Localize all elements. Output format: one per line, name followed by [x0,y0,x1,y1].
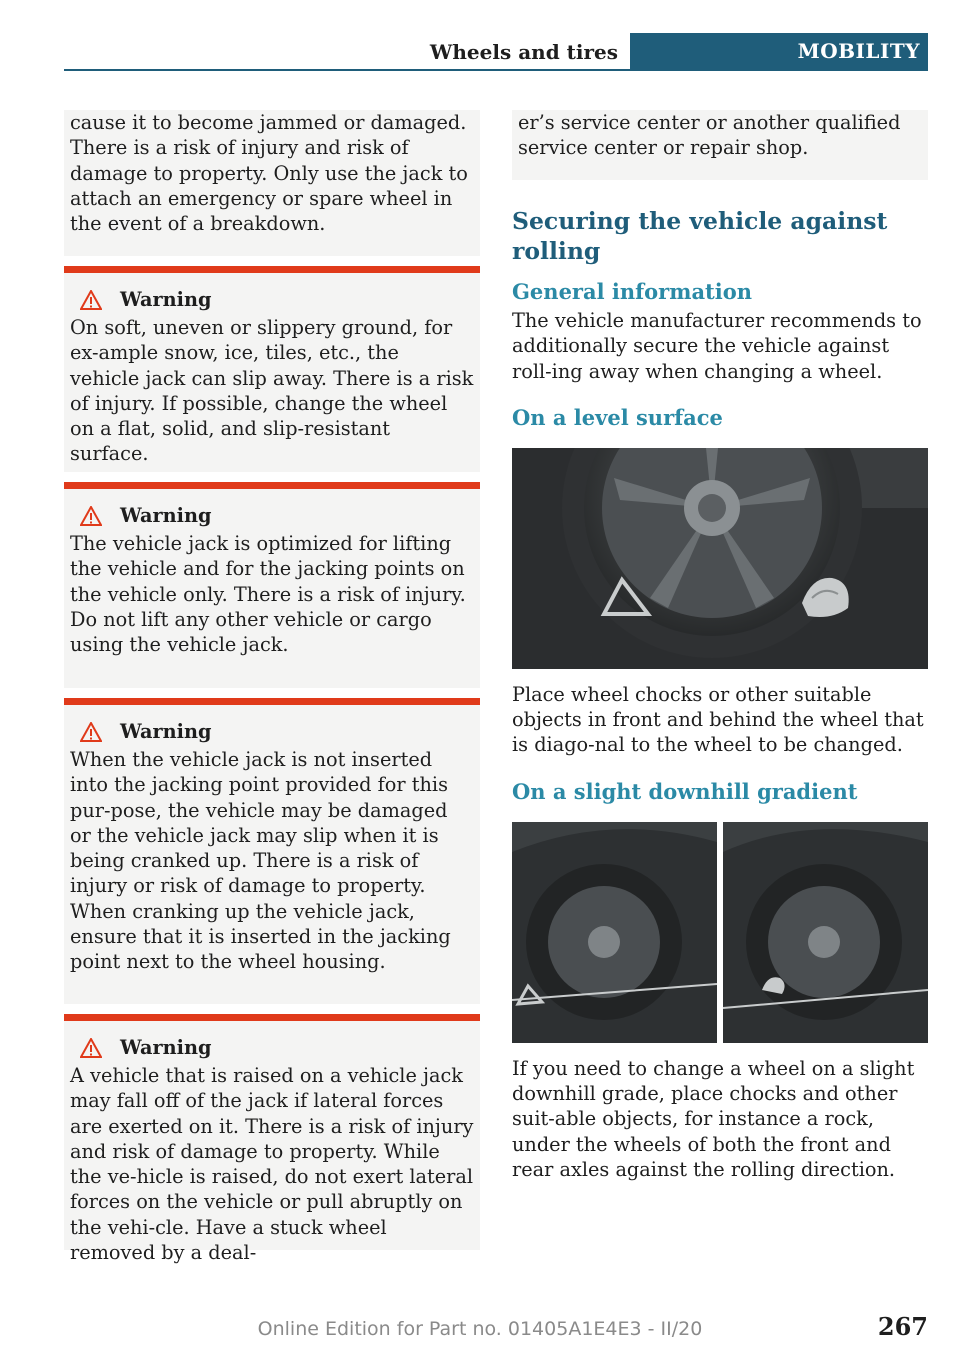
warning-text: On soft, uneven or slippery ground, for ex-ample snow, ice, tiles, etc., the vehicle jack can slip away. There is a risk of injury. If possible, change the wheel on a flat, solid, and slip-resistant surface. [70,316,474,466]
section-heading: Securing the vehicle against rolling [512,207,888,265]
page-number: 267 [877,1312,928,1341]
continued-text: cause it to become jammed or damaged. There is a risk of injury and risk of damage to property. Only use the jack to attach an emergency or spare wheel in the event of a breakdown. [70,111,468,236]
edition-footer: Online Edition for Part no. 01405A1E4E3 - II/20 [257,1318,703,1340]
warning-box-4 [64,1014,480,1265]
warning-triangle-icon [80,1038,102,1058]
header-rule [64,69,928,71]
left-column [64,110,480,1265]
subheading-general: General information [512,279,753,304]
continued-warning-box [64,110,480,256]
continued-text-right: er’s service center or another qualified service center or repair shop. [518,111,901,160]
subheading-level: On a level surface [512,404,723,430]
level-surface-illustration [512,448,928,669]
downhill-gradient-illustration [512,822,928,1043]
warning-title: Warning [120,1036,212,1060]
downhill-paragraph: If you need to change a wheel on a slight downhill grade, place chocks and other suit-able objects, for instance a rock, under the wheels of both the front and rear axles against the rolling direction. [512,1056,915,1181]
warning-triangle-icon [80,290,102,310]
warning-text: When the vehicle jack is not inserted into the jacking point provided for this pur-pose, the vehicle may be damaged or the vehicle jack may slip when it is being cranked up. There is a risk of injury or risk of damage to property. When cranking up the vehicle jack, ensure that it is inserted in the jacking point next to the wheel housing. [70,748,451,974]
subheading-downhill: On a slight downhill gradient [512,778,858,804]
warning-triangle-icon [80,506,102,526]
warning-title: Warning [120,720,212,744]
right-column [512,110,928,1182]
warning-text: The vehicle jack is optimized for lifting the vehicle and for the jacking points on the vehicle only. There is a risk of injury. Do not lift any other vehicle or cargo using the vehicle jack. [70,532,466,657]
warning-box-3 [64,698,480,1004]
section-title: Wheels and tires [429,40,618,64]
warning-box-1 [64,266,480,472]
continued-warning-box-right [512,110,928,180]
warning-box-2 [64,482,480,688]
chapter-tab: MOBILITY [630,33,928,71]
warning-title: Warning [120,504,212,528]
warning-title: Warning [120,288,212,312]
warning-text: A vehicle that is raised on a vehicle jack may fall off of the jack if lateral forces are exerted on it. There is a risk of injury and risk of damage to property. While the ve-hicle is raised, do not exert lateral forces on the vehicle or pull abruptly on the vehi-cle. Have a stuck wheel removed by a deal- [70,1064,474,1265]
level-paragraph: Place wheel chocks or other suitable objects in front and behind the wheel that is diago-nal to the wheel to be changed. [512,682,924,757]
warning-triangle-icon [80,722,102,742]
general-paragraph: The vehicle manufacturer recommends to additionally secure the vehicle against roll-ing away when changing a wheel. [512,309,922,383]
